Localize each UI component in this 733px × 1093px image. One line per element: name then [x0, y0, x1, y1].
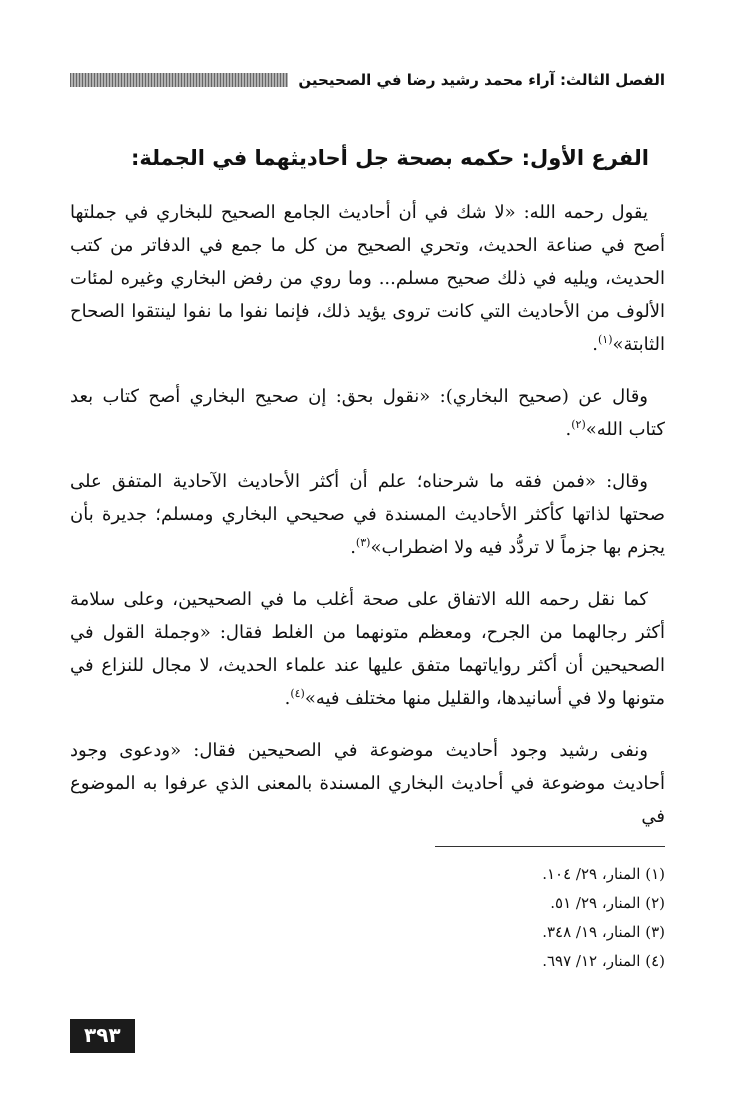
paragraph [70, 380, 665, 446]
footnote-marker: (٣) [355, 536, 371, 549]
page-number: ٣٩٣ [70, 1019, 135, 1053]
paragraph-text: وقال عن (صحيح البخاري): «نقول بحق: إن صحيح البخاري أصح كتاب بعد كتاب الله» [70, 386, 665, 440]
running-title: الفصل الثالث: آراء محمد رشيد رضا في الصحيحين [298, 71, 665, 89]
paragraph-end: . [565, 419, 572, 440]
paragraph-text: وقال: «فمن فقه ما شرحناه؛ علم أن أكثر الأحاديث الآحادية المتفق على صحتها لذاتها كأكثر الأحاديث المسندة في صحيحي البخاري ومسلم؛ جديرة بأن يجزم بها جزماً لا تردُّد فيه ولا اضطراب» [70, 471, 665, 558]
footnote-marker: (١) [597, 333, 613, 346]
footnote-divider [435, 846, 665, 847]
paragraph-text: كما نقل رحمه الله الاتفاق على صحة أغلب ما في الصحيحين، وعلى سلامة أكثر رجالهما من الجرح، ومعظم متونهما من الغلط فقال: «وجملة القول في الصحيحين أن أكثر رواياتهما متفق عليها عند علماء الحديث، لا مجال للنزاع في متونها ولا في أسانيدها، والقليل منها مختلف فيه» [70, 589, 665, 709]
paragraph [70, 734, 665, 833]
body-text [70, 196, 665, 852]
footnote-item: (١) المنار، ٢٩/ ١٠٤. [542, 865, 665, 883]
paragraph-end: . [350, 537, 356, 558]
paragraph [70, 465, 665, 564]
footnote-marker: (٤) [290, 687, 305, 700]
paragraph-end: . [592, 334, 598, 355]
header-decorative-bar [70, 73, 288, 87]
footnote-item: (٣) المنار، ١٩/ ٣٤٨. [542, 923, 665, 941]
paragraph [70, 583, 665, 715]
footnote-item: (٢) المنار، ٢٩/ ٥١. [550, 894, 665, 912]
running-header [70, 66, 665, 94]
paragraph [70, 196, 665, 361]
footnote-marker: (٢) [571, 418, 586, 431]
paragraph-end: . [284, 688, 291, 709]
section-heading: الفرع الأول: حكمه بصحة جل أحاديثهما في الجملة: [130, 146, 649, 170]
paragraph-text: يقول رحمه الله: «لا شك في أن أحاديث الجامع الصحيح للبخاري في جملتها أصح في صناعة الحديث، وتحري الصحيح من كل ما جمع في الدفاتر من كتب الحديث، ويليه في ذلك صحيح مسلم... وما روي من رفض البخاري وغيره لمئات الألوف من الأحاديث التي كانت تروى يؤيد ذلك، فإنما نفوا ما نفوا لينتقوا الصحاح الثابتة» [70, 202, 665, 355]
footnotes-list [70, 860, 665, 976]
footnote-item: (٤) المنار، ١٢/ ٦٩٧. [542, 952, 665, 970]
paragraph-text: ونفى رشيد وجود أحاديث موضوعة في الصحيحين فقال: «ودعوى وجود أحاديث موضوعة في أحاديث البخاري المسندة بالمعنى الذي عرفوا به الموضوع في [70, 740, 665, 827]
